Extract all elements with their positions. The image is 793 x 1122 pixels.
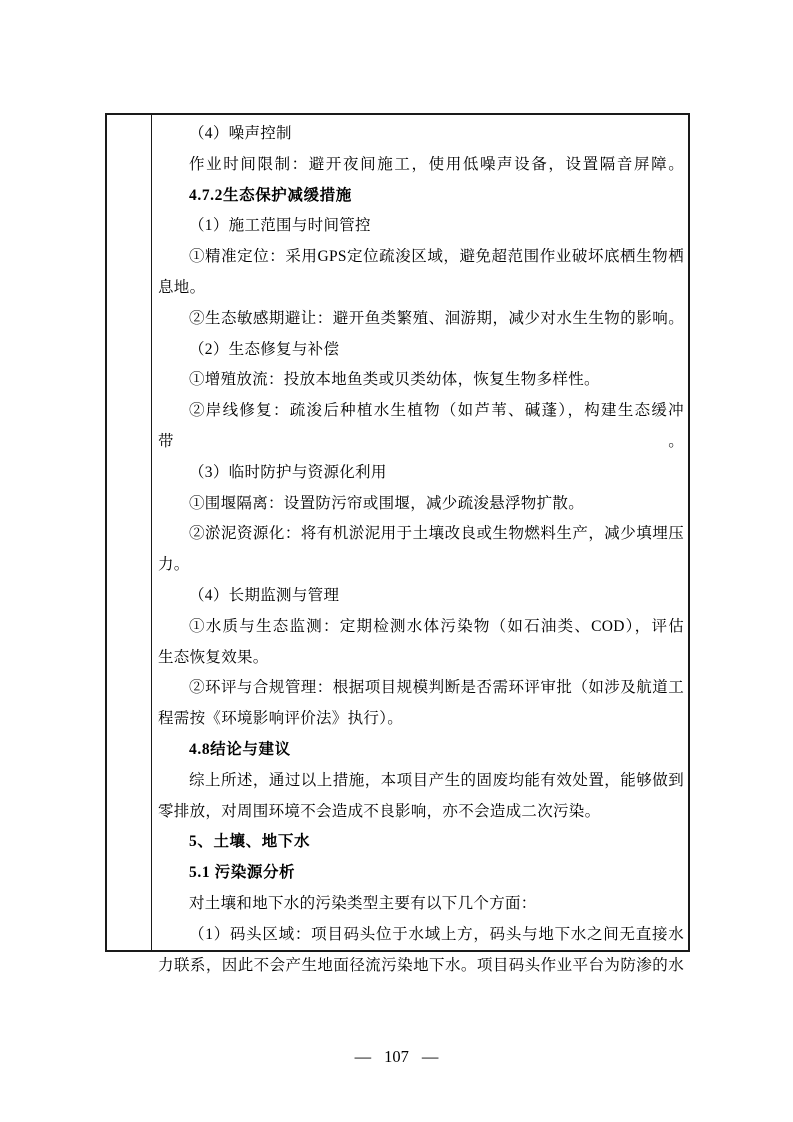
body-text-line: 零排放，对周围环境不会造成不良影响，亦不会造成二次污染。 [158, 802, 601, 820]
page-number-value: 107 [384, 1047, 409, 1066]
page-footer [0, 1046, 793, 1068]
body-text-line: 对土壤和地下水的污染类型主要有以下几个方面： [189, 894, 537, 912]
body-text-line: ②生态敏感期避让：避开鱼类繁殖、洄游期，减少对水生生物的影响。 [189, 309, 684, 327]
table-left-column [107, 115, 152, 950]
body-text-line: 作业时间限制：避开夜间施工，使用低噪声设备，设置隔音屏障。 [189, 155, 684, 173]
section-heading-line: 5、土壤、地下水 [189, 833, 311, 851]
body-text-line: 综上所述，通过以上措施，本项目产生的固废均能有效处置，能够做到 [189, 771, 684, 789]
body-text-line: ②环评与合规管理：根据项目规模判断是否需环评审批（如涉及航道工 [189, 679, 684, 697]
body-text-line: 程需按《环境影响评价法》执行）。 [158, 710, 404, 728]
report-table [105, 113, 690, 974]
body-text-line: 力。 [158, 556, 190, 574]
body-text-line: （1）施工范围与时间管控 [189, 217, 371, 235]
body-text-line: （2）生态修复与补偿 [189, 340, 340, 358]
body-text-line: ②淤泥资源化：将有机淤泥用于土壤改良或生物燃料生产，减少填埋压 [189, 525, 684, 543]
page-number-dash-left: — [354, 1047, 372, 1066]
body-text-line: 生态恢复效果。 [158, 648, 269, 666]
body-text-line: ①精准定位：采用GPS定位疏浚区域，避免超范围作业破坏底栖生物栖 [189, 248, 684, 266]
page-number-dash-right: — [421, 1047, 439, 1066]
body-text-line: ①水质与生态监测：定期检测水体污染物（如石油类、COD），评估 [189, 617, 684, 635]
body-text-line: （3）临时防护与资源化利用 [189, 463, 387, 481]
section-heading-line: 5.1 污染源分析 [189, 864, 296, 882]
body-text-line: ②岸线修复：疏浚后种植水生植物（如芦苇、碱蓬），构建生态缓冲带。 [158, 402, 684, 450]
body-text-line: ①增殖放流：投放本地鱼类或贝类幼体，恢复生物多样性。 [189, 371, 600, 389]
body-text-line: ①围堰隔离：设置防污帘或围堰，减少疏浚悬浮物扩散。 [189, 494, 585, 512]
section-heading-line: 4.8结论与建议 [189, 740, 291, 758]
body-text-line: （1）码头区域：项目码头位于水域上方，码头与地下水之间无直接水 [189, 925, 684, 943]
body-text-line: 力联系，因此不会产生地面径流污染地下水。项目码头作业平台为防渗的水 [158, 956, 684, 974]
body-text-line: 息地。 [158, 278, 206, 296]
section-heading-line: 4.7.2生态保护减缓措施 [189, 186, 352, 204]
body-text-line: （4）长期监测与管理 [189, 586, 340, 604]
table-content-cell [152, 115, 688, 974]
body-text-line: （4）噪声控制 [189, 125, 292, 142]
